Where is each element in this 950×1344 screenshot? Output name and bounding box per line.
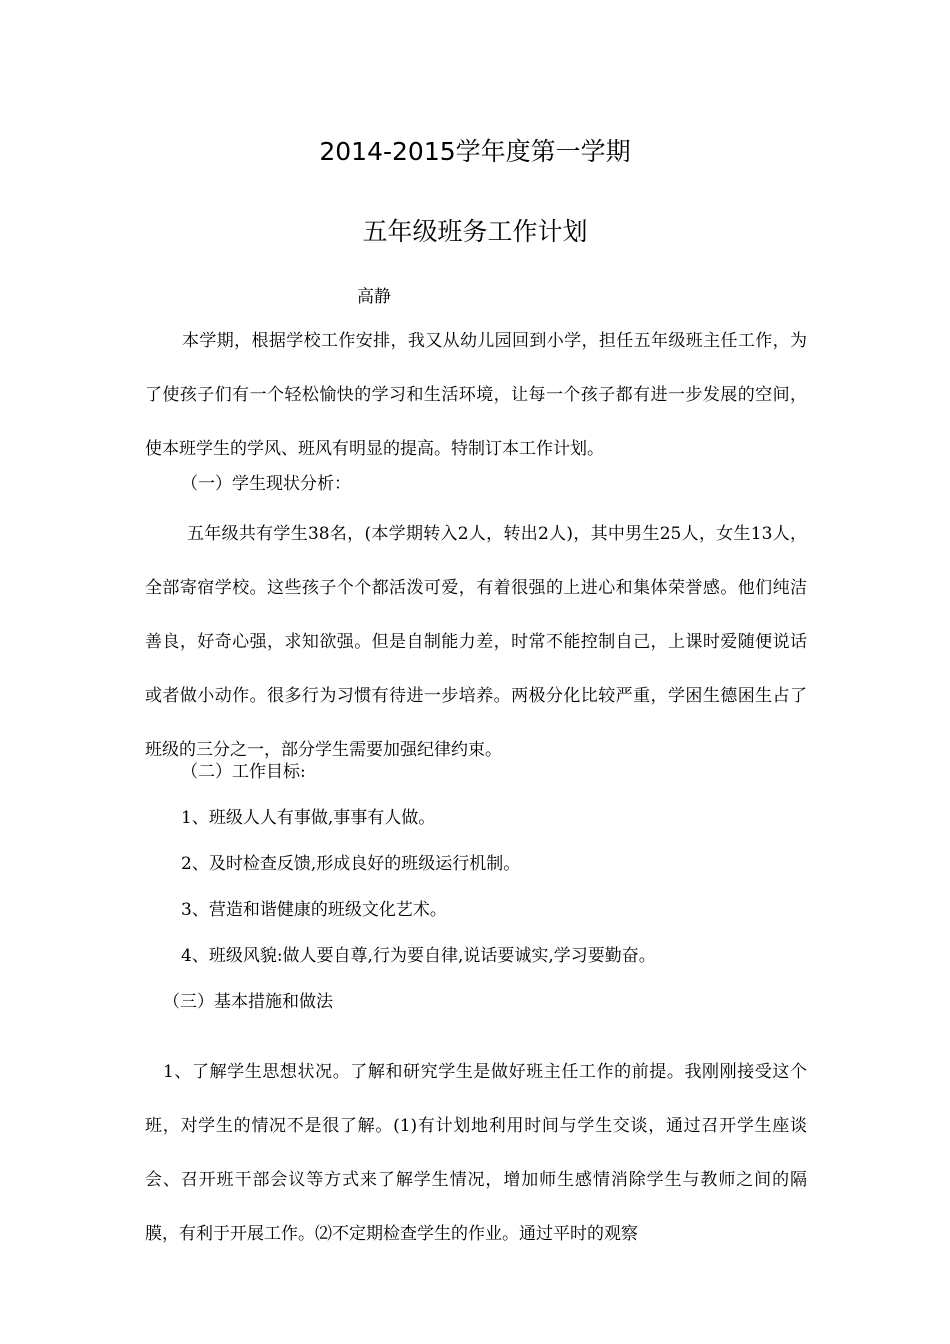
section3-heading: （三）基本措施和做法 xyxy=(163,992,333,1012)
goal-item: 4、班级风貌:做人要自尊,行为要自律,说话要诚实,学习要勤奋。 xyxy=(181,946,656,966)
section2-heading: （二）工作目标: xyxy=(181,762,306,782)
section3-paragraph: 1、了解学生思想状况。了解和研究学生是做好班主任工作的前提。我刚刚接受这个班，对学生的情况不是很了解。(1)有计划地利用时间与学生交谈，通过召开学生座谈会、召开班干部会议等方式来了解学生情况，增加师生感情消除学生与教师之间的隔膜，有利于开展工作。⑵不定期检查学生的作业。通过平时的观察 xyxy=(145,1062,807,1244)
intro-paragraph: 本学期，根据学校工作安排，我又从幼儿园回到小学，担任五年级班主任工作，为了使孩子们有一个轻松愉快的学习和生活环境，让每一个孩子都有进一步发展的空间，使本班学生的学风、班风有明显的提高。特制订本工作计划。 xyxy=(145,331,807,459)
section1-heading: （一）学生现状分析： xyxy=(181,474,351,494)
section1-paragraph: 五年级共有学生38名，(本学期转入2人，转出2人)，其中男生25人，女生13人，全部寄宿学校。这些孩子个个都活泼可爱，有着很强的上进心和集体荣誉感。他们纯洁善良，好奇心强，求知欲强。但是自制能力差，时常不能控制自己，上课时爱随便说话或者做小动作。很多行为习惯有待进一步培养。两极分化比较严重，学困生德困生占了班级的三分之一，部分学生需要加强纪律约束。 xyxy=(145,524,807,760)
document-title-line2: 五年级班务工作计划 xyxy=(362,217,588,246)
goal-item: 2、及时检查反馈,形成良好的班级运行机制。 xyxy=(181,854,521,874)
document-title-line1: 2014-2015学年度第一学期 xyxy=(319,137,631,166)
author-name: 高静 xyxy=(357,287,391,307)
goal-item: 3、营造和谐健康的班级文化艺术。 xyxy=(181,900,447,920)
goal-item: 1、班级人人有事做,事事有人做。 xyxy=(181,808,436,828)
